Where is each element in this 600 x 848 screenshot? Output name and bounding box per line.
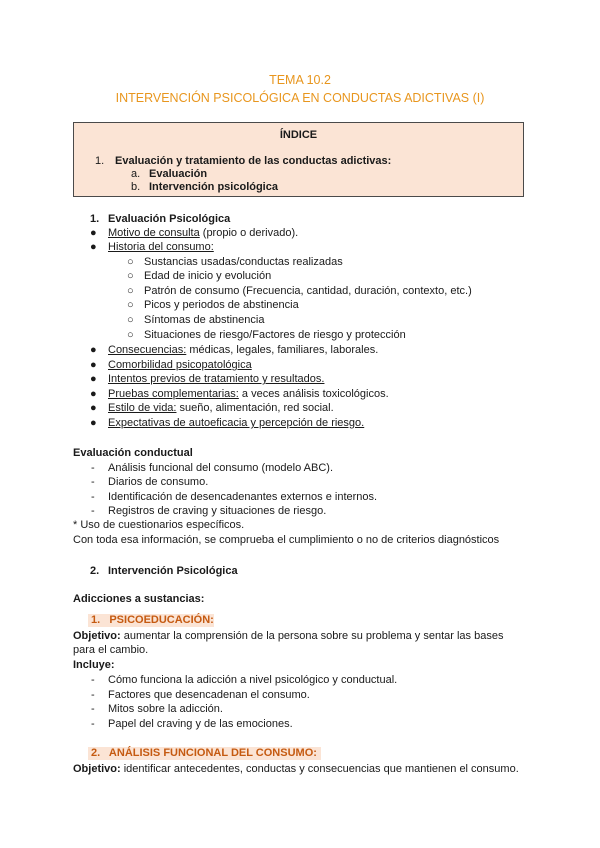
includes-label: Incluye: <box>73 659 115 671</box>
list-item-motivo: Motivo de consulta (propio o derivado). <box>108 227 299 239</box>
index-box <box>73 122 524 197</box>
historia-sub-item: Situaciones de riesgo/Factores de riesgo y protección <box>144 329 406 341</box>
index-sub-a-marker: a. <box>131 168 141 180</box>
conductual-item: Registros de craving y situaciones de riesgo. <box>108 505 327 517</box>
bullet-dot: ● <box>90 227 97 239</box>
conductual-item: Identificación de desencadenantes externos e internos. <box>108 491 378 503</box>
conductual-item: Diarios de consumo. <box>108 476 209 488</box>
psico-objective-line: Objetivo: aumentar la comprensión de la persona sobre su problema y sentar las bases <box>73 630 504 642</box>
list-item-comorbilidad: Comorbilidad psicopatológica <box>108 359 252 371</box>
section2-title: Intervención Psicológica <box>108 565 238 577</box>
circle-bullet: ○ <box>127 299 134 311</box>
analisis-title: 2. ANÁLISIS FUNCIONAL DEL CONSUMO: <box>91 747 317 759</box>
circle-bullet: ○ <box>127 314 134 326</box>
index-sub-b: Intervención psicológica <box>149 181 278 193</box>
list-item-historia: Historia del consumo: <box>108 241 214 253</box>
index-item-number: 1. <box>95 155 105 167</box>
topic-number: TEMA 10.2 <box>269 73 331 87</box>
psico-objective-line2: para el cambio. <box>73 644 149 656</box>
dash-marker: - <box>91 703 95 715</box>
circle-bullet: ○ <box>127 270 134 282</box>
historia-sub-item: Síntomas de abstinencia <box>144 314 265 326</box>
index-sub-a: Evaluación <box>149 168 208 180</box>
psico-item: Mitos sobre la adicción. <box>108 703 223 715</box>
section2-subtitle: Adicciones a sustancias: <box>73 593 205 605</box>
list-item-estilo: Estilo de vida: sueño, alimentación, red social. <box>108 402 334 414</box>
index-sub-b-marker: b. <box>131 181 141 193</box>
note-text: * Uso de cuestionarios específicos. <box>73 519 245 531</box>
historia-sub-item: Picos y periodos de abstinencia <box>144 299 299 311</box>
dash-marker: - <box>91 476 95 488</box>
bullet-dot: ● <box>90 417 97 429</box>
dash-marker: - <box>91 674 95 686</box>
conclusion-text: Con toda esa información, se comprueba el cumplimiento o no de criterios diagnósticos <box>73 534 500 546</box>
list-item-pruebas: Pruebas complementarias: a veces análisis toxicológicos. <box>108 388 389 400</box>
list-item-consecuencias: Consecuencias: médicas, legales, familiares, laborales. <box>108 344 379 356</box>
list-item-expectativas: Expectativas de autoeficacia y percepción de riesgo. <box>108 417 365 429</box>
dash-marker: - <box>91 689 95 701</box>
bullet-dot: ● <box>90 388 97 400</box>
topic-title: INTERVENCIÓN PSICOLÓGICA EN CONDUCTAS ADICTIVAS (I) <box>115 91 485 105</box>
psico-item: Papel del craving y de las emociones. <box>108 718 293 730</box>
bullet-dot: ● <box>90 373 97 385</box>
section1-number: 1. <box>90 213 100 225</box>
index-heading: ÍNDICE <box>279 129 318 141</box>
historia-sub-item: Sustancias usadas/conductas realizadas <box>144 256 343 268</box>
dash-marker: - <box>91 491 95 503</box>
circle-bullet: ○ <box>127 285 134 297</box>
bullet-dot: ● <box>90 359 97 371</box>
psico-item: Factores que desencadenan el consumo. <box>108 689 310 701</box>
index-item-1: Evaluación y tratamiento de las conductas adictivas: <box>115 155 392 167</box>
bullet-dot: ● <box>90 241 97 253</box>
dash-marker: - <box>91 462 95 474</box>
circle-bullet: ○ <box>127 256 134 268</box>
analisis-objective-line: Objetivo: identificar antecedentes, conductas y consecuencias que mantienen el consumo. <box>73 763 519 775</box>
bullet-dot: ● <box>90 402 97 414</box>
psicoeducacion-title: 1. PSICOEDUCACIÓN: <box>91 614 214 626</box>
section2-number: 2. <box>90 565 100 577</box>
circle-bullet: ○ <box>127 329 134 341</box>
historia-sub-item: Edad de inicio y evolución <box>144 270 272 282</box>
list-item-intentos: Intentos previos de tratamiento y resultados. <box>108 373 325 385</box>
conductual-item: Análisis funcional del consumo (modelo ABC). <box>108 462 334 474</box>
section1-title: Evaluación Psicológica <box>108 213 231 225</box>
historia-sub-item: Patrón de consumo (Frecuencia, cantidad, duración, contexto, etc.) <box>144 285 472 297</box>
psico-item: Cómo funciona la adicción a nivel psicológico y conductual. <box>108 674 398 686</box>
dash-marker: - <box>91 718 95 730</box>
conductual-title: Evaluación conductual <box>73 447 193 459</box>
dash-marker: - <box>91 505 95 517</box>
bullet-dot: ● <box>90 344 97 356</box>
